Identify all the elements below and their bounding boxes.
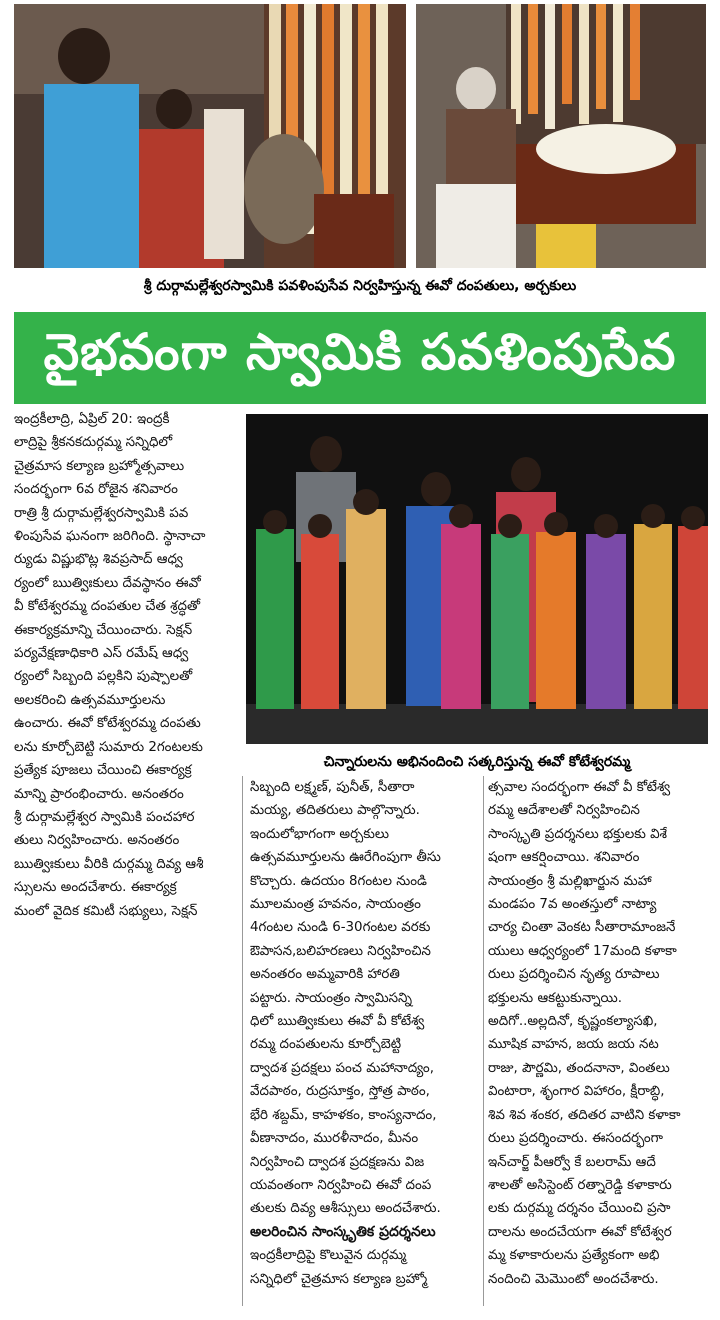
article-line: ఉత్సవమూర్తులను ఊరేగింపుగా తీసు: [250, 850, 441, 866]
article-line: రులు ప్రదర్శించిన నృత్య రూపాలు: [488, 967, 660, 983]
photo-top-left: [14, 4, 406, 268]
article-line: ఇంద్రకీలాద్రి, ఏప్రిల్ 20: ఇంద్రకీ: [14, 412, 170, 427]
article-line: లాద్రిపై శ్రీకనకదుర్గమ్మ సన్నిధిలో: [14, 435, 173, 451]
article-line: షంగా ఆకర్షించాయి. శనివారం: [488, 850, 640, 866]
article-line: యవంతంగా నిర్వహించి ఈవో దంప: [250, 1177, 432, 1193]
article-line: మంలో వైదిక కమిటీ సభ్యులు, సెక్షన్: [14, 903, 198, 919]
subheading: అలరించిన సాంస్కృతిక ప్రదర్శనలు: [250, 1223, 436, 1240]
article-line: మయ్య, తదితరులు పాల్గొన్నారు.: [250, 803, 420, 819]
article-line: లను కూర్చోబెట్టి సుమారు 2గంటలకు: [14, 739, 203, 755]
article-line: స్సులను అందచేశారు. ఈకార్యక్ర: [14, 880, 177, 896]
article-line: కొచ్చారు. ఉదయం 8గంటల నుండి: [250, 873, 427, 889]
photo-middle: [246, 414, 708, 744]
article-line: చార్య చింతా వెంకట సీతారామాంజనే: [488, 920, 676, 936]
article-line: ర్యుడు విష్ణుభొట్ల శివప్రసాద్ ఆధ్వ: [14, 552, 183, 568]
article-line: మ్మ కళాకారులను ప్రత్యేకంగా అభి: [488, 1248, 660, 1264]
article-line: రమ్మ ఆదేశాలతో నిర్వహించిన: [488, 803, 640, 819]
article-line: యులు ఆధ్వర్యంలో 17మంది కళాకా: [488, 943, 677, 959]
article-line: ఉంచారు. ఈవో కోటేశ్వరమ్మ దంపతు: [14, 716, 201, 732]
photo-top-right: [416, 4, 706, 268]
article-line: అనంతరం అమ్మవారికి హారతి: [250, 967, 400, 983]
article-line: వీ కోటేశ్వరమ్మ దంపతుల చేత శ్రద్ధతో: [14, 599, 201, 615]
article-line: భేరి శబ్దమ్, కాహళకం, కాంస్యనాదం,: [250, 1107, 437, 1123]
article-line: పర్యవేక్షణాధికారి ఎస్ రమేష్ ఆధ్వ: [14, 646, 189, 662]
dancers-group-image: [246, 414, 708, 744]
top-photo-caption: శ్రీ దుర్గామల్లేశ్వరస్వామికి పవళింపుసేవ నిర్వహిస్తున్న ఈవో దంపతులు, అర్చకులు: [143, 278, 577, 294]
article-line: తులకు దివ్య ఆశీస్సులు అందచేశారు.: [250, 1201, 441, 1217]
headline: వైభవంగా స్వామికి పవళింపుసేవ: [43, 322, 677, 381]
article-line: మూలమంత్ర హవనం, సాయంత్రం: [250, 897, 421, 913]
article-line: దాలను అందచేయగా ఈవో కోటేశ్వర: [488, 1224, 672, 1240]
article-line: భక్తులను ఆకట్టుకున్నాయి.: [488, 990, 623, 1006]
temple-ritual-image: [14, 4, 406, 268]
article-line: శివ శివ శంకర, తదితర వాటిని కళాకా: [488, 1107, 681, 1123]
article-line: ర్యంలో సిబ్బంది పల్లకిని పుష్పాలతో: [14, 669, 193, 685]
article-line: పట్టారు. సాయంత్రం స్వామిసన్ని: [250, 990, 412, 1006]
article-line: రాత్రి శ్రీ దుర్గామల్లేశ్వరస్వామికి పవ: [14, 505, 189, 521]
article-line: ద్వాదశ ప్రదక్షలు పంచ మహానాద్యం,: [250, 1060, 434, 1076]
article-line: ర్యంలో ఋత్విఃకులు దేవస్థానం ఈవో: [14, 575, 201, 591]
article-line: నందించి మెమొంటో అందచేశారు.: [488, 1271, 659, 1287]
article-line: మాన్ని ప్రారంభించారు. అనంతరం: [14, 786, 184, 802]
article-line: త్సవాల సందర్భంగా ఈవో వీ కోటేశ్వ: [488, 780, 671, 795]
article-line: రమ్మ దంపతులను కూర్చోబెట్టి: [250, 1037, 402, 1053]
article-column-3: [488, 776, 708, 1291]
article-line: రులు ప్రదర్శించారు. ఈసందర్భంగా: [488, 1131, 664, 1147]
article-line: ఔపాసన,బలిహరణలు నిర్వహించిన: [250, 943, 431, 959]
article-line: అలకరించి ఉత్సవమూర్తులను: [14, 692, 166, 708]
swing-decoration-image: [416, 4, 706, 268]
article-line: సన్నిధిలో చైత్రమాస కల్యాణ బ్రహ్మో: [250, 1271, 428, 1287]
article-line: లకు దుర్గమ్మ దర్శనం చేయించి ప్రసా: [488, 1201, 671, 1217]
article-line: ధిలో ఋత్విఃకులు ఈవో వీ కోటేశ్వ: [250, 1014, 425, 1030]
article-line: శ్రీ దుర్గామల్లేశ్వర స్వామికి పంచహార: [14, 809, 195, 825]
article-line: వేదపాఠం, రుద్రసూక్తం, స్తోత్ర పాఠం,: [250, 1084, 430, 1100]
article-line: వింటారా, శృంగార విహారం, క్షీరాబ్ధి,: [488, 1084, 665, 1100]
article-line: మండపం 7వ అంతస్తులో నాట్యా: [488, 897, 657, 913]
article-line: రాజు, పౌర్ణమి, తందనానా, వింతలు: [488, 1060, 670, 1076]
headline-banner: [14, 312, 706, 404]
article-line: తులు నిర్వహించారు. అనంతరం: [14, 833, 180, 849]
article-column-1: [14, 408, 238, 923]
article-line: మూషిక వాహన, జయ జయ నట: [488, 1037, 659, 1053]
article-line: ఈకార్యక్రమాన్ని చేయించారు. సెక్షన్: [14, 622, 193, 638]
article-line: శాలతో అసిస్టెంట్ రత్నారెడ్డి కళాకారు: [488, 1177, 672, 1193]
article-line: సందర్భంగా 6వ రోజైన శనివారం: [14, 482, 178, 498]
article-line: నిర్వహించి ద్వాదశ ప్రదక్షణను విజ: [250, 1154, 425, 1170]
article-line: సాయంత్రం శ్రీ మల్లిఖార్జున మహా: [488, 873, 652, 889]
middle-photo-caption: చిన్నారులను అభినందించి సత్కరిస్తున్న ఈవో కోటేశ్వరమ్మ: [323, 754, 631, 770]
article-line: ఋత్విఃకులు వీరికి దుర్గమ్మ దివ్య ఆశీ: [14, 856, 204, 872]
article-line: చైత్రమాస కల్యాణ బ్రహ్మోత్సవాలు: [14, 458, 185, 474]
column-divider-1: [242, 776, 243, 1306]
article-column-2: [250, 776, 478, 1291]
article-line: 4గంటల నుండి 6-30గంటల వరకు: [250, 920, 431, 936]
article-line: సిబ్బంది లక్ష్మణ్, పునీత్, సీతారా: [250, 780, 415, 795]
column-divider-2: [483, 776, 484, 1306]
article-line: వీణానాదం, మురళీనాదం, మీనం: [250, 1131, 419, 1147]
article-line: ఇన్‌చార్జ్ పీఆర్వో కే బలరామ్ ఆదే: [488, 1154, 656, 1170]
article-line: ఇంద్రకీలాద్రిపై కొలువైన దుర్గమ్మ: [250, 1248, 407, 1264]
article-line: సాంస్కృతి ప్రదర్శనలు భక్తులకు విశే: [488, 826, 667, 842]
article-line: ప్రత్యేక పూజలు చేయించి ఈకార్యక్ర: [14, 763, 192, 779]
article-line: అదిగో..అల్లదినో, కృష్ణంకల్యాసఖి,: [488, 1014, 658, 1030]
article-line: ఇందులోభాగంగా అర్చకులు: [250, 826, 389, 842]
article-line: ళింపుసేవ ఘనంగా జరిగింది. స్థానాచా: [14, 529, 206, 545]
